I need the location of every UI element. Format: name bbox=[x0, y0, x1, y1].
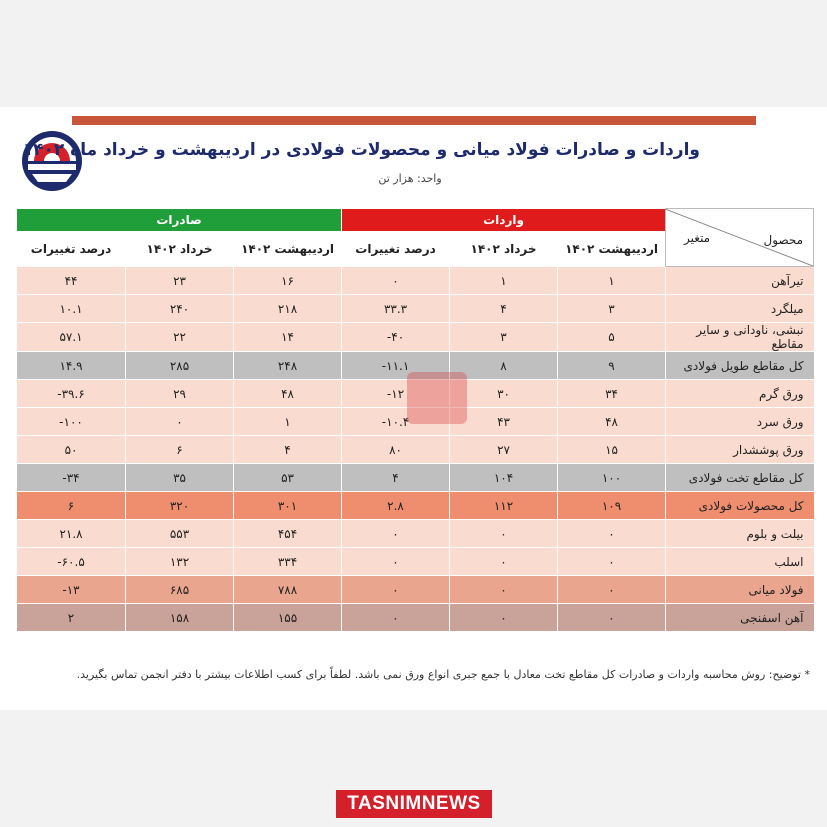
row-label: تیرآهن bbox=[666, 267, 814, 295]
corner-cell bbox=[666, 209, 814, 267]
row-label: کل مقاطع تخت فولادی bbox=[666, 464, 814, 492]
imp-khordad-cell: ۱۰۴ bbox=[450, 464, 558, 492]
imp-ordibehesht-cell: ۰ bbox=[558, 548, 666, 576]
table-row bbox=[17, 295, 814, 323]
table-row bbox=[17, 436, 814, 464]
imp-khordad-cell: ۲۷ bbox=[450, 436, 558, 464]
corner-variable-label: متغیر bbox=[684, 231, 711, 245]
imp-khordad-cell: ۴۳ bbox=[450, 408, 558, 436]
exp-ordibehesht-cell: ۱ bbox=[234, 408, 342, 436]
table-row bbox=[17, 464, 814, 492]
table-row bbox=[17, 267, 814, 295]
exports-header: صادرات bbox=[17, 209, 342, 232]
exp-khordad-cell: ۳۵ bbox=[126, 464, 234, 492]
imp-ordibehesht-cell: ۴۸ bbox=[558, 408, 666, 436]
imp-change-cell: ۱۱.۱- bbox=[342, 352, 450, 380]
imp-change-cell: ۲.۸ bbox=[342, 492, 450, 520]
table-row bbox=[17, 323, 814, 352]
exp-ordibehesht-cell: ۴۵۴ bbox=[234, 520, 342, 548]
exp-change-cell: ۱۴.۹ bbox=[17, 352, 126, 380]
exp-change-cell: ۴۴ bbox=[17, 267, 126, 295]
table-body bbox=[17, 267, 814, 632]
imp-ordibehesht-cell: ۳ bbox=[558, 295, 666, 323]
watermark-stamp bbox=[407, 372, 467, 424]
imp-khordad-header: خرداد ۱۴۰۲ bbox=[450, 232, 558, 267]
imp-change-cell: ۸۰ bbox=[342, 436, 450, 464]
imp-khordad-cell: ۰ bbox=[450, 520, 558, 548]
exp-khordad-cell: ۶۸۵ bbox=[126, 576, 234, 604]
row-label: آهن اسفنجی bbox=[666, 604, 814, 632]
imp-change-cell: ۴ bbox=[342, 464, 450, 492]
imp-khordad-cell: ۰ bbox=[450, 548, 558, 576]
imp-ordibehesht-cell: ۳۴ bbox=[558, 380, 666, 408]
exp-ordibehesht-cell: ۲۴۸ bbox=[234, 352, 342, 380]
imp-change-cell: ۱۲- bbox=[342, 380, 450, 408]
exp-ordibehesht-cell: ۳۰۱ bbox=[234, 492, 342, 520]
footnote: * توضیح: روش محاسبه واردات و صادرات کل مقاطع تخت معادل با جمع جبری انواع ورق نمی باشد. لطفاً برای کسب اطلاعات بیشتر با دفتر انجمن تماس بگیرید. bbox=[76, 668, 810, 681]
imp-change-header: درصد تغییرات bbox=[342, 232, 450, 267]
imp-ordibehesht-header: اردیبهشت ۱۴۰۲ bbox=[558, 232, 666, 267]
imp-ordibehesht-cell: ۱ bbox=[558, 267, 666, 295]
row-label: میلگرد bbox=[666, 295, 814, 323]
exp-ordibehesht-cell: ۴۸ bbox=[234, 380, 342, 408]
exp-change-cell: ۶۰.۵- bbox=[17, 548, 126, 576]
imp-ordibehesht-cell: ۱۰۰ bbox=[558, 464, 666, 492]
exp-ordibehesht-cell: ۱۶ bbox=[234, 267, 342, 295]
exp-ordibehesht-cell: ۴ bbox=[234, 436, 342, 464]
page-title: واردات و صادرات فولاد میانی و محصولات فولادی در اردیبهشت و خرداد ماه ۱۴۰۲ bbox=[22, 140, 700, 160]
row-label: فولاد میانی bbox=[666, 576, 814, 604]
imp-change-cell: ۰ bbox=[342, 267, 450, 295]
exp-change-cell: ۲ bbox=[17, 604, 126, 632]
table-row bbox=[17, 520, 814, 548]
imp-change-cell: ۱۰.۴- bbox=[342, 408, 450, 436]
imports-header: واردات bbox=[342, 209, 666, 232]
exp-khordad-header: خرداد ۱۴۰۲ bbox=[126, 232, 234, 267]
association-logo bbox=[14, 128, 90, 194]
exp-change-cell: ۵۷.۱ bbox=[17, 323, 126, 352]
exp-khordad-cell: ۳۲۰ bbox=[126, 492, 234, 520]
imp-khordad-cell: ۳ bbox=[450, 323, 558, 352]
imp-change-cell: ۰ bbox=[342, 576, 450, 604]
row-label: ورق پوششدار bbox=[666, 436, 814, 464]
imp-ordibehesht-cell: ۹ bbox=[558, 352, 666, 380]
accent-bar bbox=[72, 116, 756, 125]
exp-khordad-cell: ۲۲ bbox=[126, 323, 234, 352]
row-label: کل محصولات فولادی bbox=[666, 492, 814, 520]
imp-change-cell: ۴۰- bbox=[342, 323, 450, 352]
imp-ordibehesht-cell: ۱۰۹ bbox=[558, 492, 666, 520]
imp-change-cell: ۳۳.۳ bbox=[342, 295, 450, 323]
row-label: نبشی، ناودانی و سایر مقاطع bbox=[666, 323, 814, 352]
exp-khordad-cell: ۲۴۰ bbox=[126, 295, 234, 323]
table-row bbox=[17, 548, 814, 576]
exp-change-cell: ۵۰ bbox=[17, 436, 126, 464]
exp-change-cell: ۳۹.۶- bbox=[17, 380, 126, 408]
table-row bbox=[17, 604, 814, 632]
exp-khordad-cell: ۱۵۸ bbox=[126, 604, 234, 632]
exp-khordad-cell: ۰ bbox=[126, 408, 234, 436]
exp-change-cell: ۱۳- bbox=[17, 576, 126, 604]
table-row bbox=[17, 576, 814, 604]
imp-khordad-cell: ۱ bbox=[450, 267, 558, 295]
exp-khordad-cell: ۲۹ bbox=[126, 380, 234, 408]
exp-khordad-cell: ۵۵۳ bbox=[126, 520, 234, 548]
group-header-row bbox=[17, 209, 814, 232]
imp-khordad-cell: ۸ bbox=[450, 352, 558, 380]
exp-ordibehesht-cell: ۱۵۵ bbox=[234, 604, 342, 632]
exp-khordad-cell: ۲۸۵ bbox=[126, 352, 234, 380]
row-label: اسلب bbox=[666, 548, 814, 576]
imp-ordibehesht-cell: ۱۵ bbox=[558, 436, 666, 464]
exp-change-header: درصد تغییرات bbox=[17, 232, 126, 267]
exp-ordibehesht-cell: ۷۸۸ bbox=[234, 576, 342, 604]
exp-change-cell: ۶ bbox=[17, 492, 126, 520]
imp-khordad-cell: ۱۱۲ bbox=[450, 492, 558, 520]
imp-khordad-cell: ۰ bbox=[450, 604, 558, 632]
exp-change-cell: ۱۰.۱ bbox=[17, 295, 126, 323]
imp-khordad-cell: ۳۰ bbox=[450, 380, 558, 408]
row-label: ورق سرد bbox=[666, 408, 814, 436]
row-label: کل مقاطع طویل فولادی bbox=[666, 352, 814, 380]
imp-ordibehesht-cell: ۰ bbox=[558, 604, 666, 632]
imp-change-cell: ۰ bbox=[342, 548, 450, 576]
imp-khordad-cell: ۰ bbox=[450, 576, 558, 604]
imp-khordad-cell: ۴ bbox=[450, 295, 558, 323]
imp-ordibehesht-cell: ۵ bbox=[558, 323, 666, 352]
exp-change-cell: ۳۴- bbox=[17, 464, 126, 492]
exp-ordibehesht-cell: ۵۳ bbox=[234, 464, 342, 492]
exp-khordad-cell: ۱۳۲ bbox=[126, 548, 234, 576]
row-label: بیلت و بلوم bbox=[666, 520, 814, 548]
exp-khordad-cell: ۲۳ bbox=[126, 267, 234, 295]
corner-product-label: محصول bbox=[763, 233, 804, 247]
imp-change-cell: ۰ bbox=[342, 520, 450, 548]
unit-label: واحد: هزار تن bbox=[378, 172, 442, 185]
exp-ordibehesht-header: اردیبهشت ۱۴۰۲ bbox=[234, 232, 342, 267]
exp-khordad-cell: ۶ bbox=[126, 436, 234, 464]
exp-change-cell: ۲۱.۸ bbox=[17, 520, 126, 548]
exp-ordibehesht-cell: ۱۴ bbox=[234, 323, 342, 352]
exp-ordibehesht-cell: ۲۱۸ bbox=[234, 295, 342, 323]
exp-ordibehesht-cell: ۳۳۴ bbox=[234, 548, 342, 576]
brand-logo: TASNIMNEWS bbox=[336, 790, 492, 818]
imp-ordibehesht-cell: ۰ bbox=[558, 520, 666, 548]
imp-ordibehesht-cell: ۰ bbox=[558, 576, 666, 604]
table-row bbox=[17, 492, 814, 520]
imp-change-cell: ۰ bbox=[342, 604, 450, 632]
row-label: ورق گرم bbox=[666, 380, 814, 408]
exp-change-cell: ۱۰۰- bbox=[17, 408, 126, 436]
